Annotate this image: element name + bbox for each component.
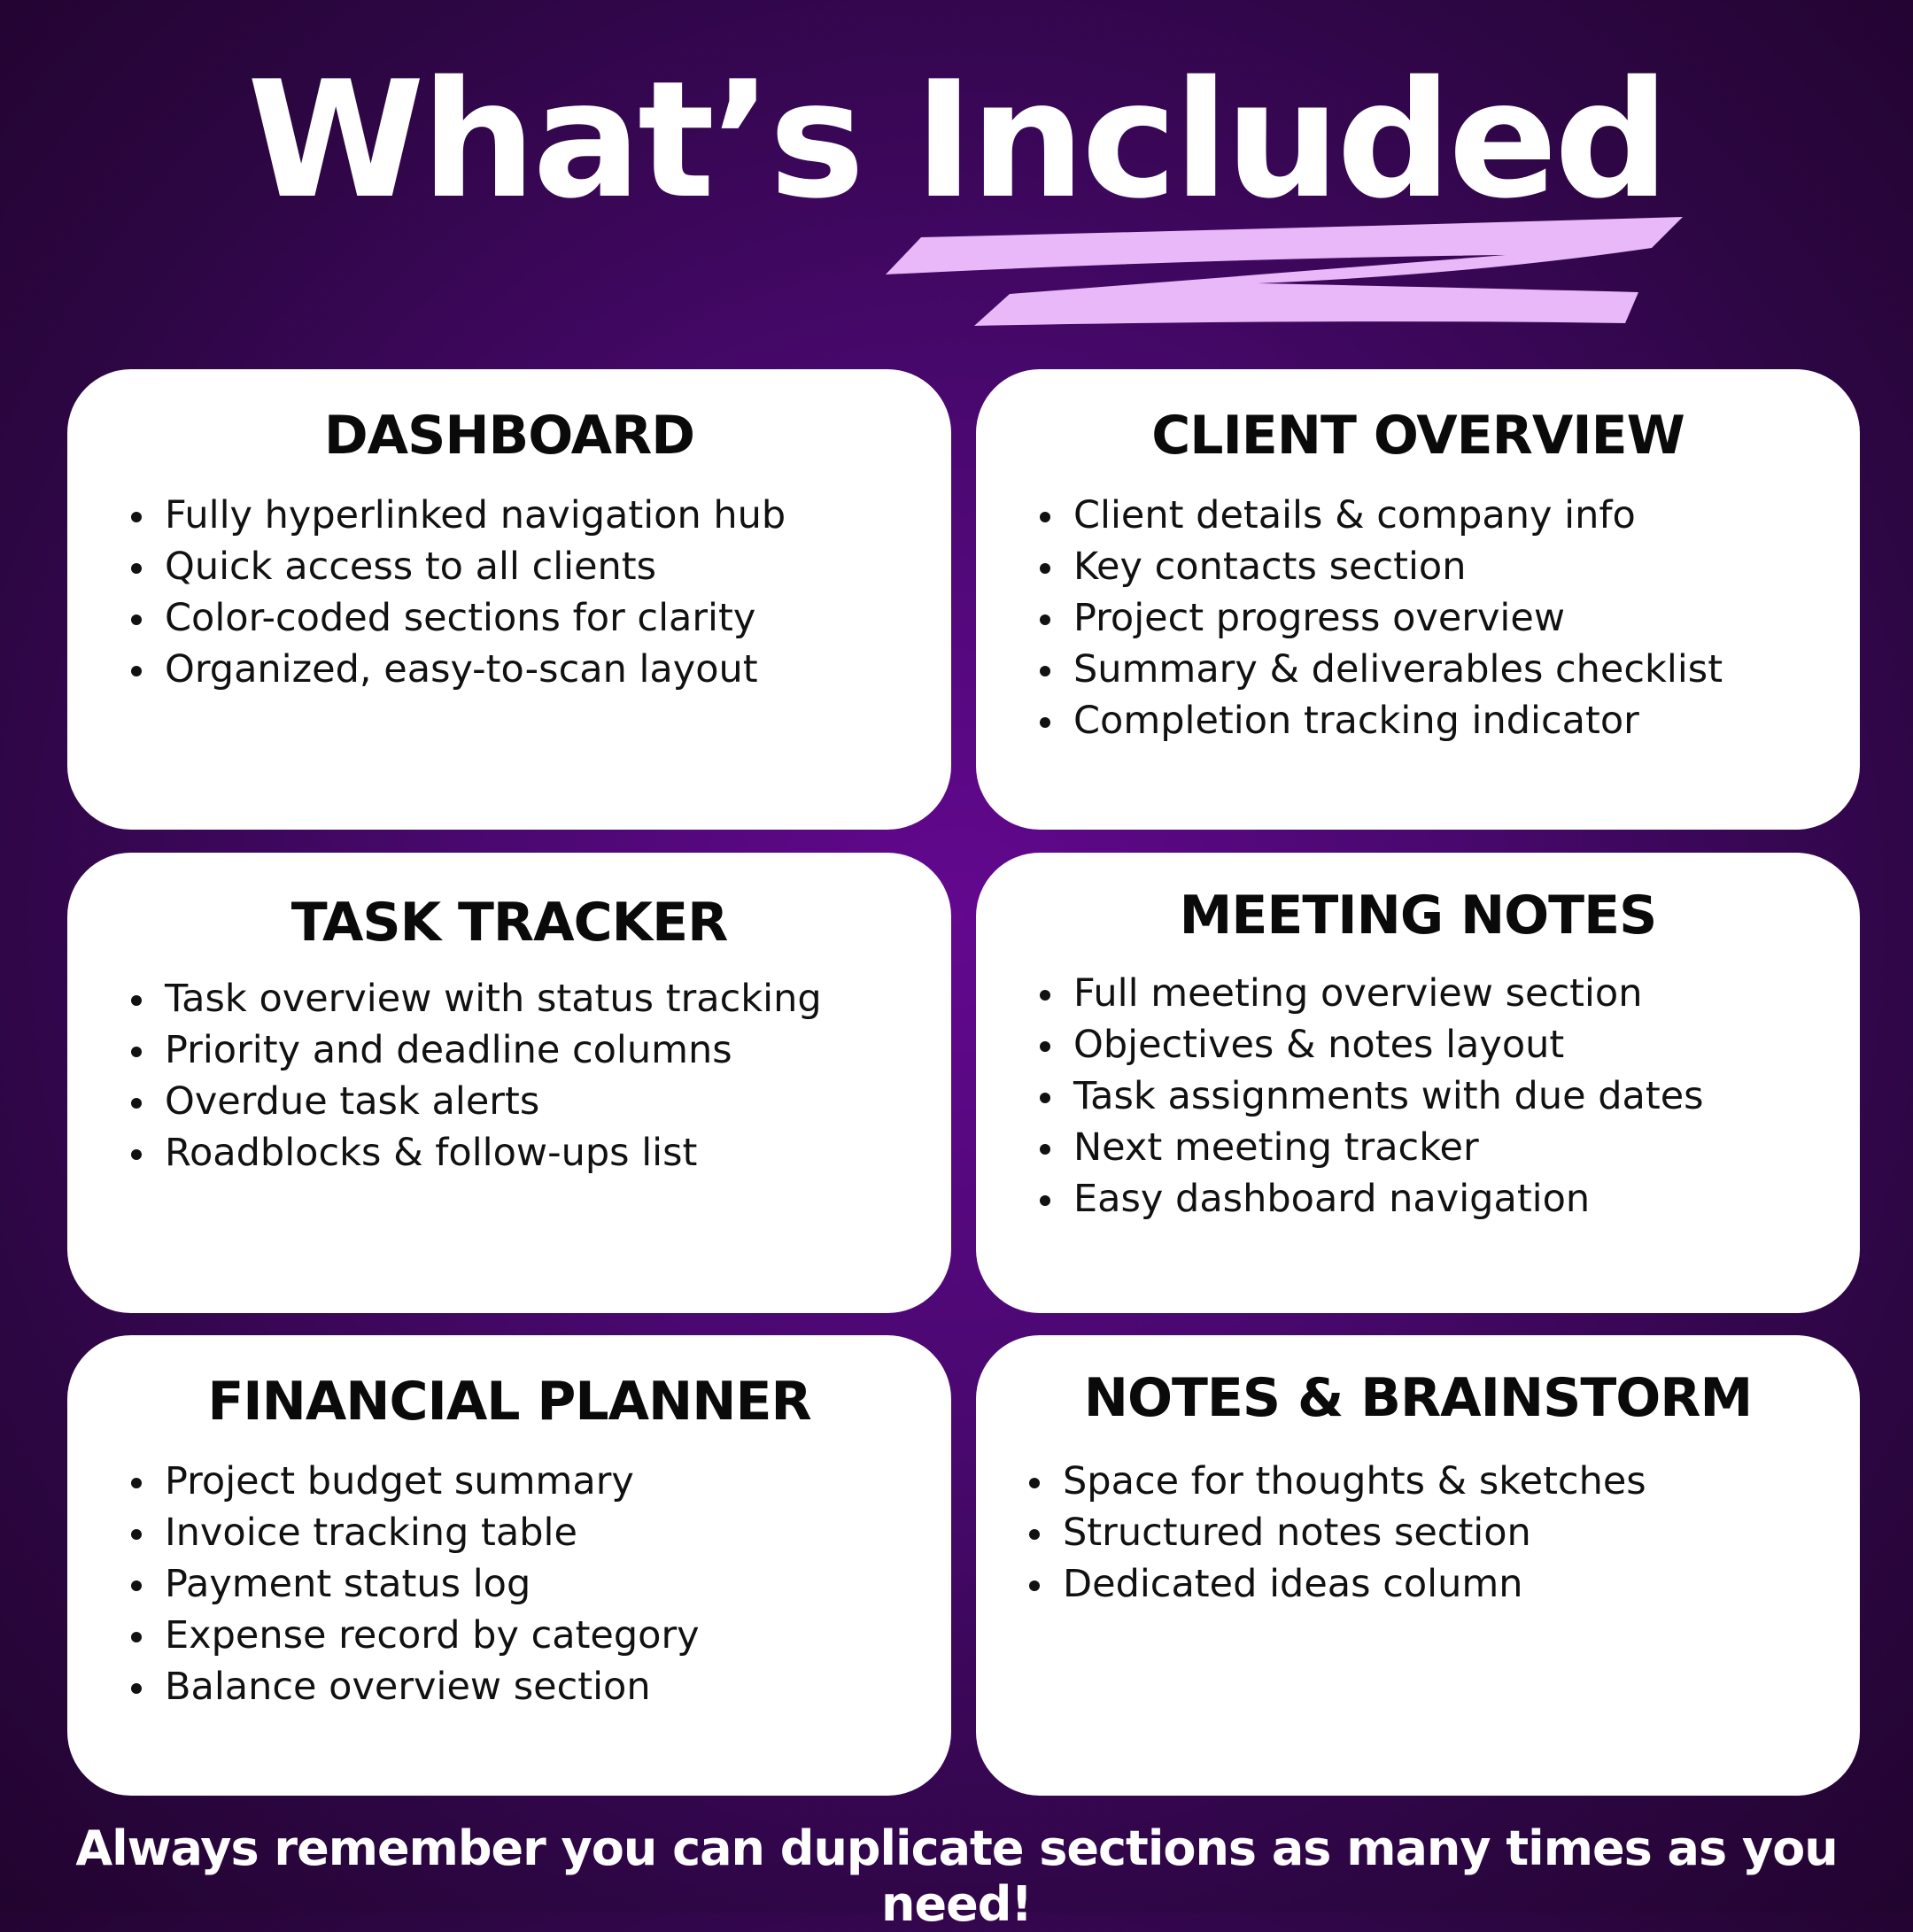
footer-note: Always remember you can duplicate sections as many times as you need! — [75, 1820, 1838, 1932]
feature-list — [1040, 490, 1723, 746]
card-notes-brainstorm — [976, 1335, 1860, 1796]
feature-list — [1040, 968, 1704, 1225]
list-item: Space for thoughts & sketches — [1029, 1456, 1646, 1507]
list-item: Key contacts section — [1040, 541, 1723, 592]
card-heading: NOTES & BRAINSTORM — [1083, 1367, 1753, 1429]
list-item: Completion tracking indicator — [1040, 695, 1723, 746]
list-item: Color-coded sections for clarity — [131, 592, 786, 644]
card-heading: DASHBOARD — [323, 405, 695, 467]
list-item: Priority and deadline columns — [131, 1024, 822, 1076]
list-item: Project budget summary — [131, 1456, 700, 1507]
list-item: Client details & company info — [1040, 490, 1723, 541]
card-heading: MEETING NOTES — [1179, 885, 1657, 947]
list-item: Quick access to all clients — [131, 541, 786, 592]
card-dashboard — [67, 369, 951, 830]
list-item: Structured notes section — [1029, 1507, 1646, 1558]
card-client-overview — [976, 369, 1860, 830]
list-item: Roadblocks & follow-ups list — [131, 1127, 822, 1179]
card-heading: FINANCIAL PLANNER — [207, 1371, 811, 1433]
list-item: Task overview with status tracking — [131, 973, 822, 1024]
card-financial-planner — [67, 1335, 951, 1796]
card-heading: CLIENT OVERVIEW — [1151, 405, 1685, 467]
card-heading: TASK TRACKER — [290, 892, 728, 954]
list-item: Full meeting overview section — [1040, 968, 1704, 1019]
list-item: Expense record by category — [131, 1610, 700, 1661]
list-item: Easy dashboard navigation — [1040, 1173, 1704, 1225]
brush-underline-decoration — [850, 213, 1700, 336]
list-item: Overdue task alerts — [131, 1076, 822, 1127]
list-item: Next meeting tracker — [1040, 1122, 1704, 1173]
list-item: Invoice tracking table — [131, 1507, 700, 1558]
feature-list — [1029, 1456, 1646, 1610]
list-item: Project progress overview — [1040, 592, 1723, 644]
list-item: Summary & deliverables checklist — [1040, 644, 1723, 695]
feature-list — [131, 1456, 700, 1712]
feature-list — [131, 973, 822, 1179]
list-item: Fully hyperlinked navigation hub — [131, 490, 786, 541]
feature-list — [131, 490, 786, 695]
list-item: Balance overview section — [131, 1661, 700, 1712]
list-item: Organized, easy-to-scan layout — [131, 644, 786, 695]
list-item: Task assignments with due dates — [1040, 1070, 1704, 1122]
page-title: What’s Included — [246, 46, 1667, 234]
card-task-tracker — [67, 853, 951, 1313]
list-item: Dedicated ideas column — [1029, 1558, 1646, 1610]
list-item: Payment status log — [131, 1558, 700, 1610]
list-item: Objectives & notes layout — [1040, 1019, 1704, 1070]
card-meeting-notes — [976, 853, 1860, 1313]
